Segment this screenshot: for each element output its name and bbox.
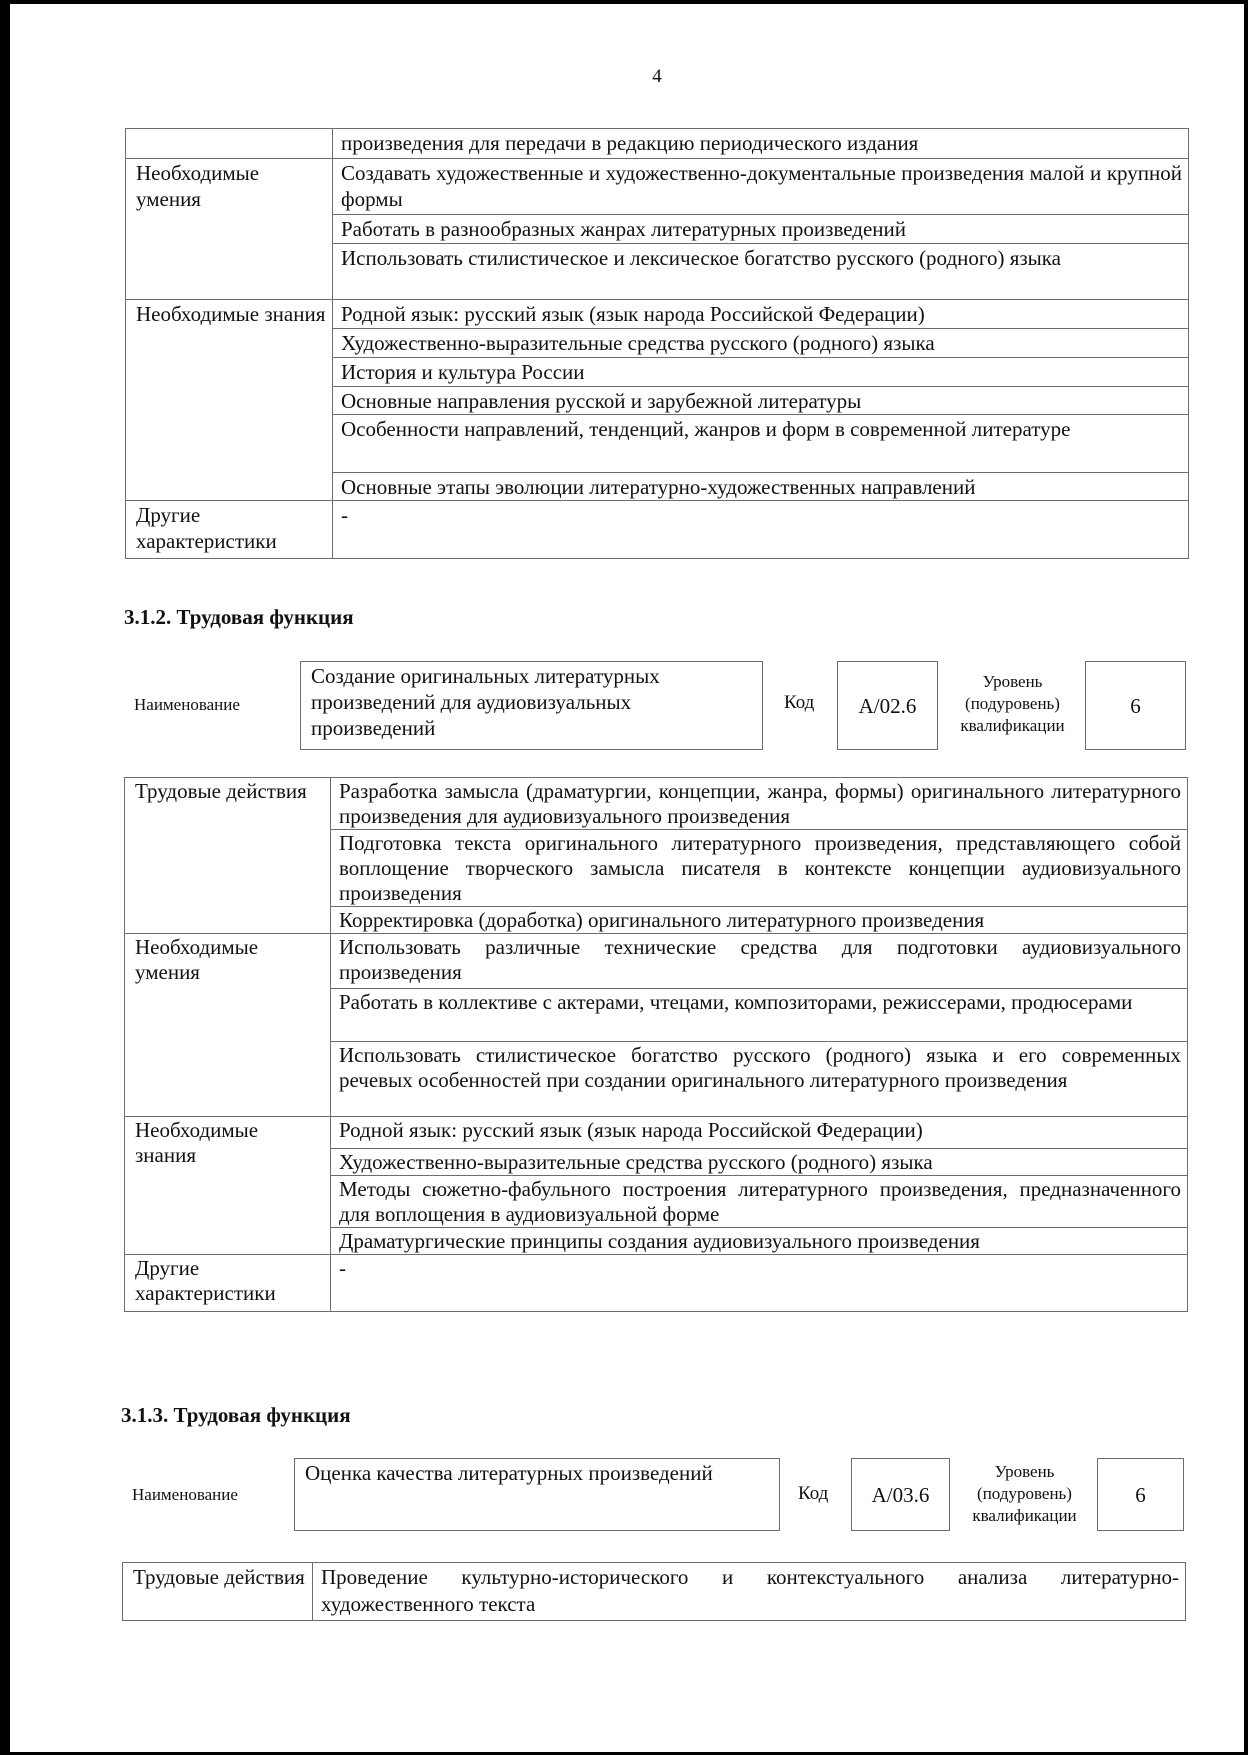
row-label-skills: Необходимые умения (126, 159, 333, 300)
function-name-box: Создание оригинальных литературных произведений для аудиовизуальных произведений (300, 661, 763, 750)
page-number: 4 (652, 66, 662, 87)
level-label-line: (подуровень) (965, 694, 1060, 713)
row-item: Корректировка (доработка) оригинального литературного произведения (331, 907, 1188, 934)
row-item: Работать в коллективе с актерами, чтецами, композиторами, режиссерами, продюсерами (331, 989, 1188, 1042)
row-item: Подготовка текста оригинального литературного произведения, представляющего собой воплощение творческого замысла писателя в контексте концепции аудиовизуального произведения (331, 830, 1188, 907)
level-label-line: (подуровень) (977, 1484, 1072, 1503)
row-item: - (331, 1255, 1188, 1312)
table-row (126, 159, 1189, 215)
row-item: Методы сюжетно-фабульного построения литературного произведения, предназначенного для воплощения в аудиовизуальной форме (331, 1176, 1188, 1228)
table-row (126, 501, 1189, 559)
row-label-other: Другие характеристики (125, 1255, 331, 1312)
row-item: История и культура России (333, 358, 1189, 387)
row-item: Использовать стилистическое и лексическое богатство русского (родного) языка (333, 244, 1189, 300)
row-label (126, 129, 333, 159)
row-item: Родной язык: русский язык (язык народа Российской Федерации) (331, 1117, 1188, 1149)
code-box: A/03.6 (851, 1458, 950, 1531)
section-heading-3-1-2: 3.1.2. Трудовая функция (124, 605, 354, 629)
row-label-skills: Необходимые умения (125, 934, 331, 1117)
table-row (126, 300, 1189, 329)
row-item: Художественно-выразительные средства русского (родного) языка (331, 1149, 1188, 1176)
row-label-knowledge: Необходимые знания (126, 300, 333, 501)
row-label-actions: Трудовые действия (123, 1563, 313, 1621)
row-label-actions: Трудовые действия (125, 778, 331, 934)
function-name-box: Оценка качества литературных произведений (294, 1458, 780, 1531)
row-label-other: Другие характеристики (126, 501, 333, 559)
table-row (123, 1563, 1186, 1621)
table-row (126, 129, 1189, 159)
row-item: произведения для передачи в редакцию периодического издания (333, 129, 1189, 159)
table-function-3-1-3 (122, 1562, 1186, 1621)
row-item: Использовать различные технические средства для подготовки аудиовизуального произведения (331, 934, 1188, 989)
name-label: Наименование (132, 1485, 238, 1504)
code-box: A/02.6 (837, 661, 938, 750)
code-label: Код (784, 692, 815, 713)
row-label-knowledge: Необходимые знания (125, 1117, 331, 1255)
level-box: 6 (1085, 661, 1186, 750)
code-label: Код (798, 1483, 829, 1504)
table-row (125, 1255, 1188, 1312)
level-label-line: квалификации (972, 1506, 1077, 1525)
section-heading-3-1-3: 3.1.3. Трудовая функция (121, 1403, 351, 1427)
level-label-line: Уровень (982, 672, 1043, 691)
name-label: Наименование (134, 695, 240, 714)
level-label-line: квалификации (960, 716, 1065, 735)
table-function-3-1-2 (124, 777, 1188, 1312)
row-item: Проведение культурно-исторического и контекстуального анализа литературно-художественного текста (313, 1563, 1186, 1621)
table-row (125, 1117, 1188, 1149)
level-label (952, 1461, 1097, 1527)
row-item: Основные этапы эволюции литературно-художественных направлений (333, 473, 1189, 501)
level-box: 6 (1097, 1458, 1184, 1531)
row-item: Драматургические принципы создания аудиовизуального произведения (331, 1228, 1188, 1255)
row-item: - (333, 501, 1189, 559)
table-row (125, 934, 1188, 989)
row-item: Разработка замысла (драматургии, концепции, жанра, формы) оригинального литературного произведения для аудиовизуального произведения (331, 778, 1188, 830)
row-item: Создавать художественные и художественно-документальные произведения малой и крупной формы (333, 159, 1189, 215)
table-row (125, 778, 1188, 830)
row-item: Использовать стилистическое богатство русского (родного) языка и его современных речевых особенностей при создании оригинального литературного произведения (331, 1042, 1188, 1117)
table-continued-function (125, 128, 1189, 559)
row-item: Родной язык: русский язык (язык народа Российской Федерации) (333, 300, 1189, 329)
level-label-line: Уровень (994, 1462, 1055, 1481)
row-item: Особенности направлений, тенденций, жанров и форм в современной литературе (333, 415, 1189, 473)
row-item: Работать в разнообразных жанрах литературных произведений (333, 215, 1189, 244)
row-item: Художественно-выразительные средства русского (родного) языка (333, 329, 1189, 358)
row-item: Основные направления русской и зарубежной литературы (333, 387, 1189, 415)
level-label (940, 671, 1085, 737)
